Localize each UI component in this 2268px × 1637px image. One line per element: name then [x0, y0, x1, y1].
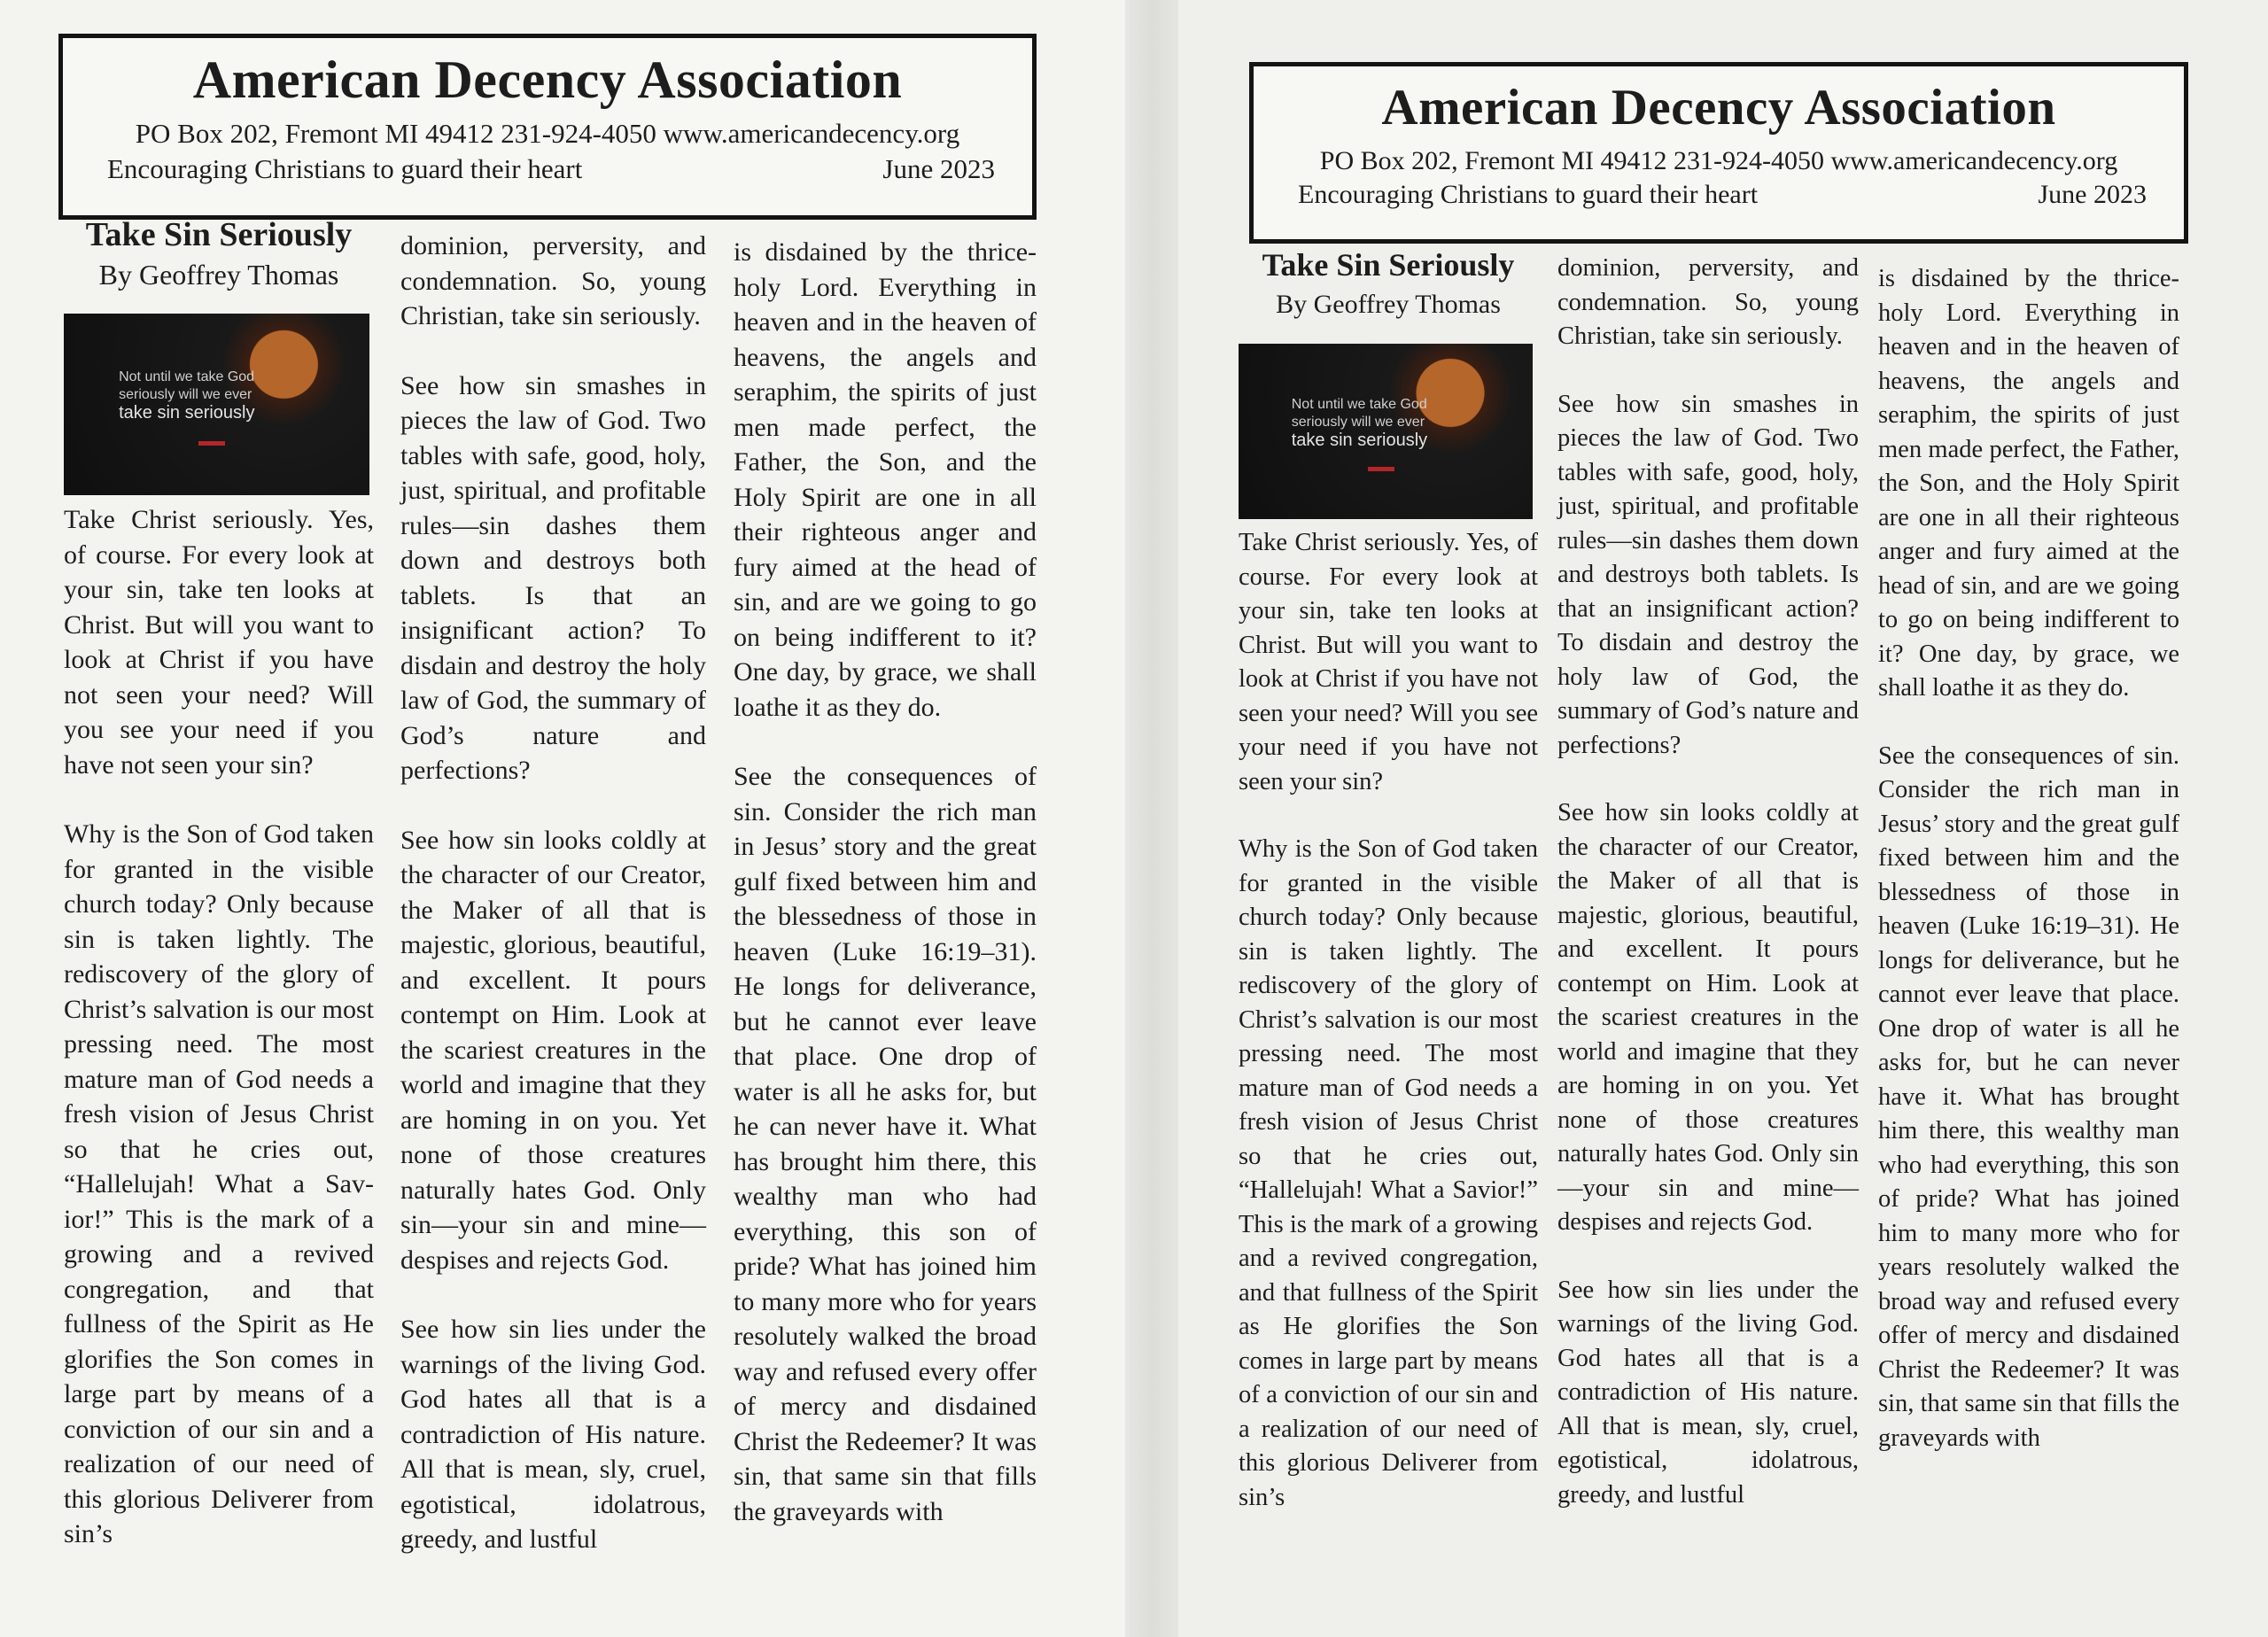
article-column-1 [64, 214, 374, 1587]
masthead-contact: PO Box 202, Fremont MI 49412 231-924-4050 www.americandecency.org [1319, 146, 2118, 175]
masthead-date: June 2023 [2038, 180, 2147, 209]
article-column-2 [1557, 252, 1859, 1546]
article-title: Take Sin Seriously [85, 216, 353, 253]
article-byline: By Geoffrey Thomas [98, 259, 339, 291]
masthead [1249, 62, 2188, 244]
paragraph: See how sin smashes in pieces the law of God. Two tables with safe, good, holy, just, spiritual, and profitable rules—sin dashes them down and destroys both tablets. Is that an insignificant action? To disdain and destroy the holy law of God, the summary of God’s nature and perfections? [400, 370, 706, 785]
image-caption-line: Not until we take God [119, 369, 255, 384]
masthead-tagline: Encouraging Christians to guard their heart [1298, 180, 1759, 209]
image-caption-line: seriously will we ever [1291, 415, 1425, 431]
masthead [58, 34, 1037, 220]
article-byline: By Geoffrey Thomas [1276, 290, 1501, 319]
paragraph: Why is the Son of God taken for granted in the visible church today? Only because sin is taken lightly. The rediscovery of the glory of Christ’s salvation is our most pressing need. The most mature man of God needs a fresh vision of Jesus Christ so that he cries out, “Hallelujah! What a Savior!” This is the mark of a growing and a revived congregation, and that fullness of the Spirit as He glorifies the Son comes in large part by means of a conviction of our sin and a realization of our need of this glorious Deliverer from sin’s [1239, 835, 1538, 1511]
image-caption-line: seriously will we ever [119, 386, 252, 402]
masthead-tagline: Encouraging Christians to guard their heart [107, 153, 583, 184]
paragraph: See the consequences of sin. Consider the rich man in Jesus’ story and the great gulf fixed between him and the blessedness of those in heaven (Luke 16:19–31). He longs for deliverance, but he cannot ever leave that place. One drop of water is all he asks for, but he can never have it. What has brought him there, this wealthy man who had everything, this son of pride? What has joined him to many more who for years resolutely walked the broad way and refused every offer of mercy and disdained Christ the Redeemer? It was sin, that same sin that fills the graveyards with [1878, 741, 2179, 1452]
image-caption [1292, 396, 1474, 449]
paragraph: Take Christ seriously. Yes, of course. For every look at your sin, take ten looks at Christ. But will you want to look at Christ if you have not seen your need? Will you see your need if you have not seen your sin? [64, 505, 374, 780]
paragraph: dominion, perversity, and condemnation. So, young Christian, take sin seriously. [1557, 254, 1859, 350]
article-image [64, 314, 369, 495]
paragraph: See how sin looks coldly at the character of our Creator, the Maker of all that is majestic, glorious, beautiful, and excellent. It pours contempt on Him. Look at the scariest creatures in the world and imagine that they are homing in on you. Yet none of those creatures naturally hates God. Only sin—your sin and mine—despises and rejects God. [400, 825, 706, 1275]
paragraph: See how sin looks coldly at the character of our Creator, the Maker of all that is majestic, glorious, beautiful, and excellent. It pours contempt on Him. Look at the scariest creatures in the world and imagine that they are homing in on you. Yet none of those creatures naturally hates God. Only sin—your sin and mine—despises and rejects God. [1557, 799, 1859, 1236]
newsletter-page-right [1178, 0, 2268, 1637]
masthead-date: June 2023 [882, 153, 995, 184]
article-column-2 [400, 229, 706, 1592]
paragraph: See how sin lies under the warnings of the living God. God hates all that is a contradiction of His nature. All that is mean, sly, cruel, egotistical, idolatrous, greedy, and lustful [1557, 1276, 1859, 1509]
article-column-3 [1878, 262, 2179, 1489]
masthead-title: American Decency Association [1381, 80, 2056, 136]
paragraph: See the consequences of sin. Consider the rich man in Jesus’ story and the great gulf fixed between him and the blessedness of those in heaven (Luke 16:19–31). He longs for deliverance, but he cannot ever leave that place. One drop of water is all he asks for, but he can never have it. What has brought him there, this wealthy man who had everything, this son of pride? What has joined him to many more who for years resolutely walked the broad way and refused every offer of mercy and disdained Christ the Redeemer? It was sin, that same sin that fills the graveyards with [734, 762, 1037, 1526]
image-caption-line: take sin seriously [119, 402, 255, 423]
masthead-tagline-row [63, 153, 1032, 185]
image-caption-line: Not until we take God [1291, 397, 1427, 413]
masthead-tagline-row [1254, 180, 2184, 210]
newsletter-page-left [0, 0, 1125, 1637]
article-column-3 [734, 235, 1037, 1563]
paragraph: is disdained by the thrice-holy Lord. Everything in heaven and in the heaven of heavens, the angels and seraphim, the spirits of just men made perfect, the Father, the Son, and the Holy Spirit are one in all their righteous anger and fury aimed at the head of sin, and are we going to go on being indifferent to it? One day, by grace, we shall loathe it as they do. [734, 237, 1037, 722]
article-image [1239, 344, 1533, 519]
page-gutter [1125, 0, 1178, 1637]
article-title: Take Sin Seriously [1262, 247, 1515, 283]
image-caption [119, 369, 308, 422]
article-column-1 [1239, 244, 1538, 1548]
paragraph: Why is the Son of God taken for granted in the visible church today? Only because sin is taken lightly. The rediscovery of the glory of Christ’s salvation is our most pressing need. The most mature man of God needs a fresh vision of Jesus Christ so that he cries out, “Hallelujah! What a Savior!” This is the mark of a growing and a revived congregation, and that fullness of the Spirit as He glorifies the Son comes in large part by means of a conviction of our sin and a realization of our need of this glorious Deliverer from sin’s [64, 819, 375, 1548]
paragraph: See how sin smashes in pieces the law of God. Two tables with safe, good, holy, just, spiritual, and profitable rules—sin dashes them down and destroys both tablets. Is that an insignificant action? To disdain and destroy the holy law of God, the summary of God’s nature and perfections? [1557, 390, 1859, 759]
red-bar-decoration [198, 441, 225, 446]
red-bar-decoration [1368, 467, 1394, 471]
paragraph: dominion, perversity, and condemnation. So, young Christian, take sin seriously. [400, 231, 706, 330]
paragraph: Take Christ seriously. Yes, of course. For every look at your sin, take ten looks at Christ. But will you want to look at Christ if you have not seen your need? Will you see your need if you have not seen your sin? [1239, 529, 1538, 795]
masthead-title: American Decency Association [192, 50, 903, 109]
image-caption-line: take sin seriously [1291, 431, 1428, 451]
paragraph: is disdained by the thrice-holy Lord. Everything in heaven and in the heaven of heavens, the angels and seraphim, the spirits of just men made perfect, the Father, the Son, and the Holy Spirit are one in all their righteous anger and fury aimed at the head of sin, and are we going to go on being indifferent to it? One day, by grace, we shall loathe it as they do. [1878, 265, 2179, 702]
paragraph: See how sin lies under the warnings of the living God. God hates all that is a contradiction of His nature. All that is mean, sly, cruel, egotistical, idolatrous, greedy, and lustful [400, 1315, 706, 1554]
masthead-contact: PO Box 202, Fremont MI 49412 231-924-4050 www.americandecency.org [135, 118, 960, 149]
